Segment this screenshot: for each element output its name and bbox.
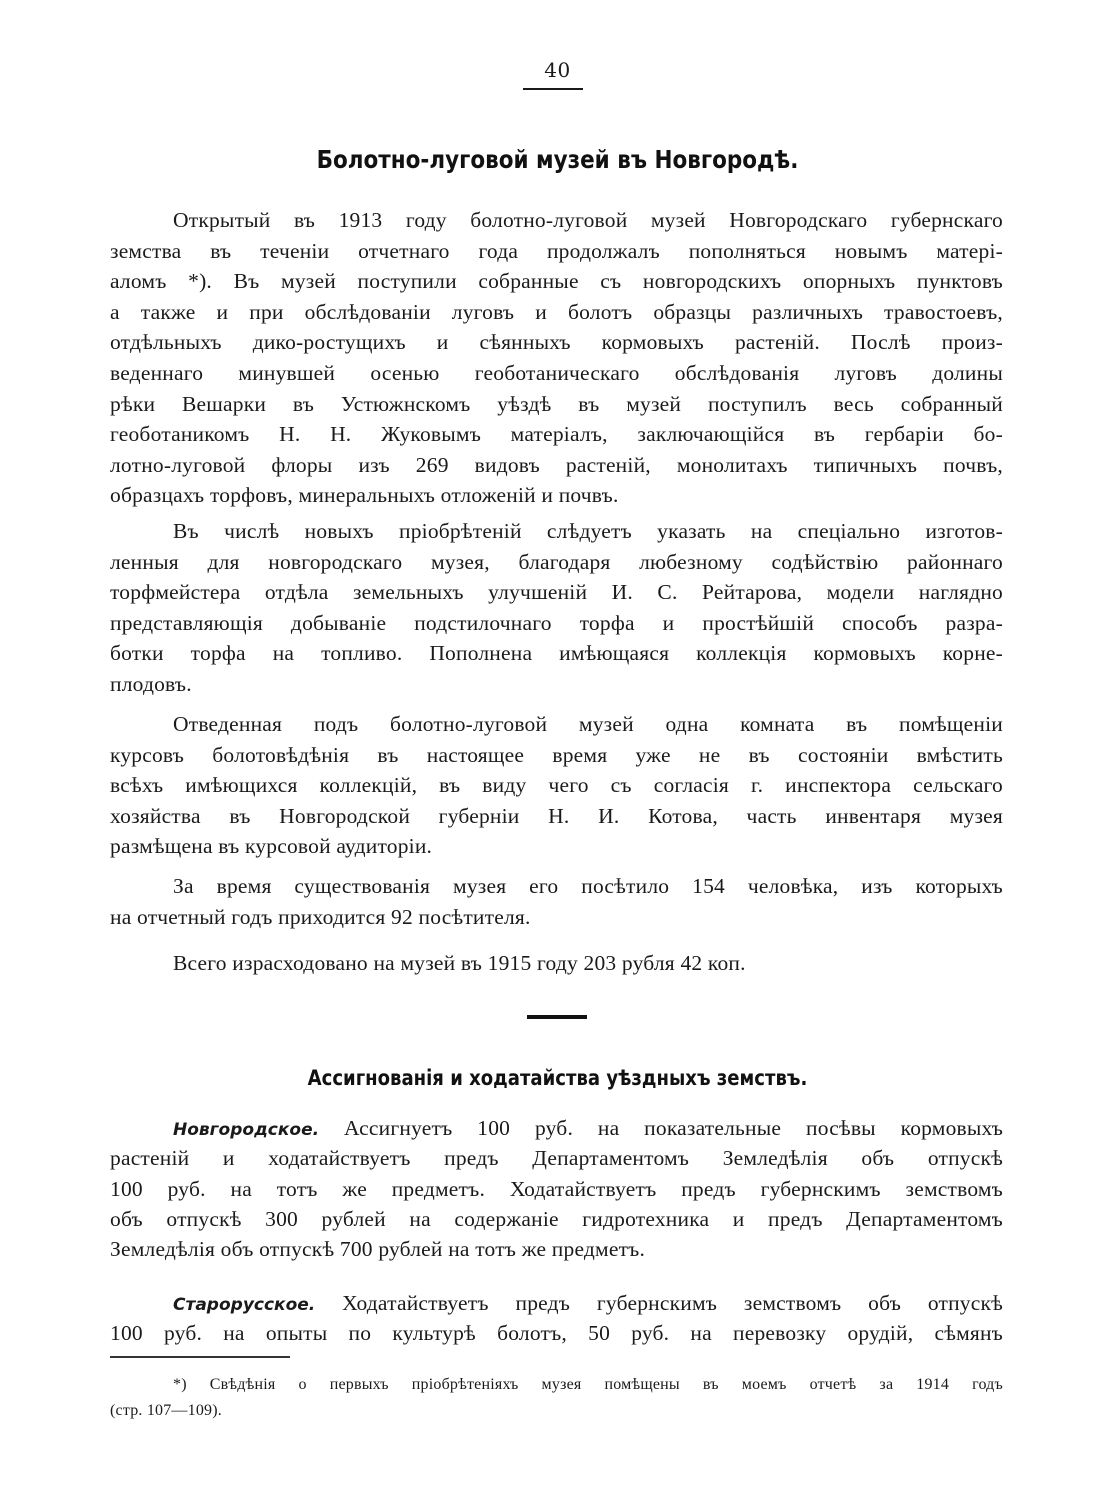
- text-line: Открытый въ 1913 году болотно-луговой музей Новгородскаго губернскаго: [173, 208, 1003, 232]
- text-line: растеній и ходатайствуетъ предъ Департаментомъ Земледѣлія объ отпускѣ: [110, 1146, 1003, 1171]
- text-line: образцахъ торфовъ, минеральныхъ отложеній и почвъ.: [110, 483, 619, 508]
- section-title-museum: Болотно-луговой музей въ Новгородѣ.: [316, 145, 799, 174]
- text-line: 100 руб. на опыты по культурѣ болотъ, 50 руб. на перевозку орудій, сѣмянъ: [110, 1321, 1003, 1346]
- text-line: торфмейстера отдѣла земельныхъ улучшеній И. С. Рейтарова, модели наглядно: [110, 580, 1003, 605]
- text-line: [110, 1288, 1003, 1318]
- text-line: 100 руб. на тотъ же предметъ. Ходатайствуетъ предъ губернскимъ земствомъ: [110, 1176, 1003, 1201]
- text-line: отдѣльныхъ дико-ростущихъ и сѣянныхъ кормовыхъ растеній. Послѣ произ-: [110, 330, 1003, 355]
- entry-novgorodskoe: [110, 1113, 1003, 1264]
- footnote-line: (стр. 107—109).: [110, 1402, 222, 1419]
- entry-text: Ходатайствуетъ предъ губернскимъ земствомъ объ отпускѣ: [342, 1291, 1004, 1315]
- entry-lead-starorusskoe: Старорусское.: [173, 1295, 316, 1315]
- entry-starorusskoe: [110, 1288, 1003, 1349]
- text-line: За время существованія музея его посѣтило 154 человѣка, изъ которыхъ: [173, 874, 1003, 898]
- section-title-appropriations: Ассигнованія и ходатайства уѣздныхъ земствъ.: [307, 1066, 808, 1090]
- text-line: ботки торфа на топливо. Пополнена имѣющаяся коллекція кормовыхъ корне-: [110, 641, 1003, 666]
- page-number: 40: [544, 58, 571, 82]
- paragraph-new-acquisitions: [110, 516, 1003, 700]
- text-line: лотно-луговой флоры изъ 269 видовъ растеній, монолитахъ типичныхъ почвъ,: [110, 452, 1003, 477]
- text-line: Земледѣлія объ отпускѣ 700 рублей на тотъ же предметъ.: [110, 1237, 646, 1262]
- text-line: Въ числѣ новыхъ пріобрѣтеній слѣдуетъ указать на спеціально изготов-: [173, 519, 1003, 543]
- text-line: плодовъ.: [110, 671, 192, 696]
- text-line: Всего израсходовано на музей въ 1915 году 203 рубля 42 коп.: [173, 951, 746, 975]
- text-line: представляющія добываніе подстилочнаго торфа и простѣйшій способъ разра-: [110, 610, 1003, 635]
- text-line: Отведенная подъ болотно-луговой музей одна комната въ помѣщеніи: [173, 712, 1003, 736]
- text-line: веденнаго минувшей осенью геоботаническаго обслѣдованія луговъ долины: [110, 360, 1003, 385]
- text-line: хозяйства въ Новгородской губерніи Н. И. Котова, часть инвентаря музея: [110, 803, 1003, 828]
- paragraph-visitors: [110, 871, 1003, 932]
- text-line: всѣхъ имѣющихся коллекцій, въ виду чего съ согласія г. инспектора сельскаго: [110, 773, 1003, 798]
- paragraph-museum-history: [110, 205, 1003, 511]
- section-divider: [527, 1015, 587, 1019]
- text-line: размѣщена въ курсовой аудиторіи.: [110, 834, 433, 859]
- entry-lead-novgorodskoe: Новгородское.: [173, 1120, 320, 1140]
- footnote-line: *) Свѣдѣнія о первыхъ пріобрѣтеніяхъ музея помѣщены въ моемъ отчетѣ за 1914 годъ: [173, 1376, 1003, 1393]
- paragraph-expenses: [110, 948, 1003, 979]
- text-line: на отчетный годъ приходится 92 посѣтителя.: [110, 904, 531, 929]
- text-line: рѣки Вешарки въ Устюжнскомъ уѣздѣ въ музей поступилъ весь собранный: [110, 391, 1003, 416]
- text-line: объ отпускѣ 300 рублей на содержаніе гидротехника и предъ Департаментомъ: [110, 1206, 1003, 1231]
- paragraph-premises: [110, 709, 1003, 862]
- text-line: а также и при обслѣдованіи луговъ и болотъ образцы различныхъ травостоевъ,: [110, 299, 1003, 324]
- footnote: [110, 1372, 1003, 1424]
- text-line: ленныя для новгородскаго музея, благодаря любезному содѣйствію районнаго: [110, 549, 1003, 574]
- text-line: земства въ теченіи отчетнаго года продолжалъ пополняться новымъ матері-: [110, 238, 1003, 263]
- text-line: геоботаникомъ Н. Н. Жуковымъ матеріалъ, заключающійся въ гербаріи бо-: [110, 422, 1003, 447]
- text-line: курсовъ болотовѣдѣнія въ настоящее время уже не въ состояніи вмѣстить: [110, 742, 1003, 767]
- entry-text: Ассигнуетъ 100 руб. на показательные посѣвы кормовыхъ: [343, 1116, 1004, 1140]
- text-line: [110, 1113, 1003, 1143]
- page-number-underline: [523, 88, 583, 90]
- text-line: аломъ *). Въ музей поступили собранные съ новгородскихъ опорныхъ пунктовъ: [110, 269, 1003, 294]
- footnote-rule: [110, 1356, 290, 1358]
